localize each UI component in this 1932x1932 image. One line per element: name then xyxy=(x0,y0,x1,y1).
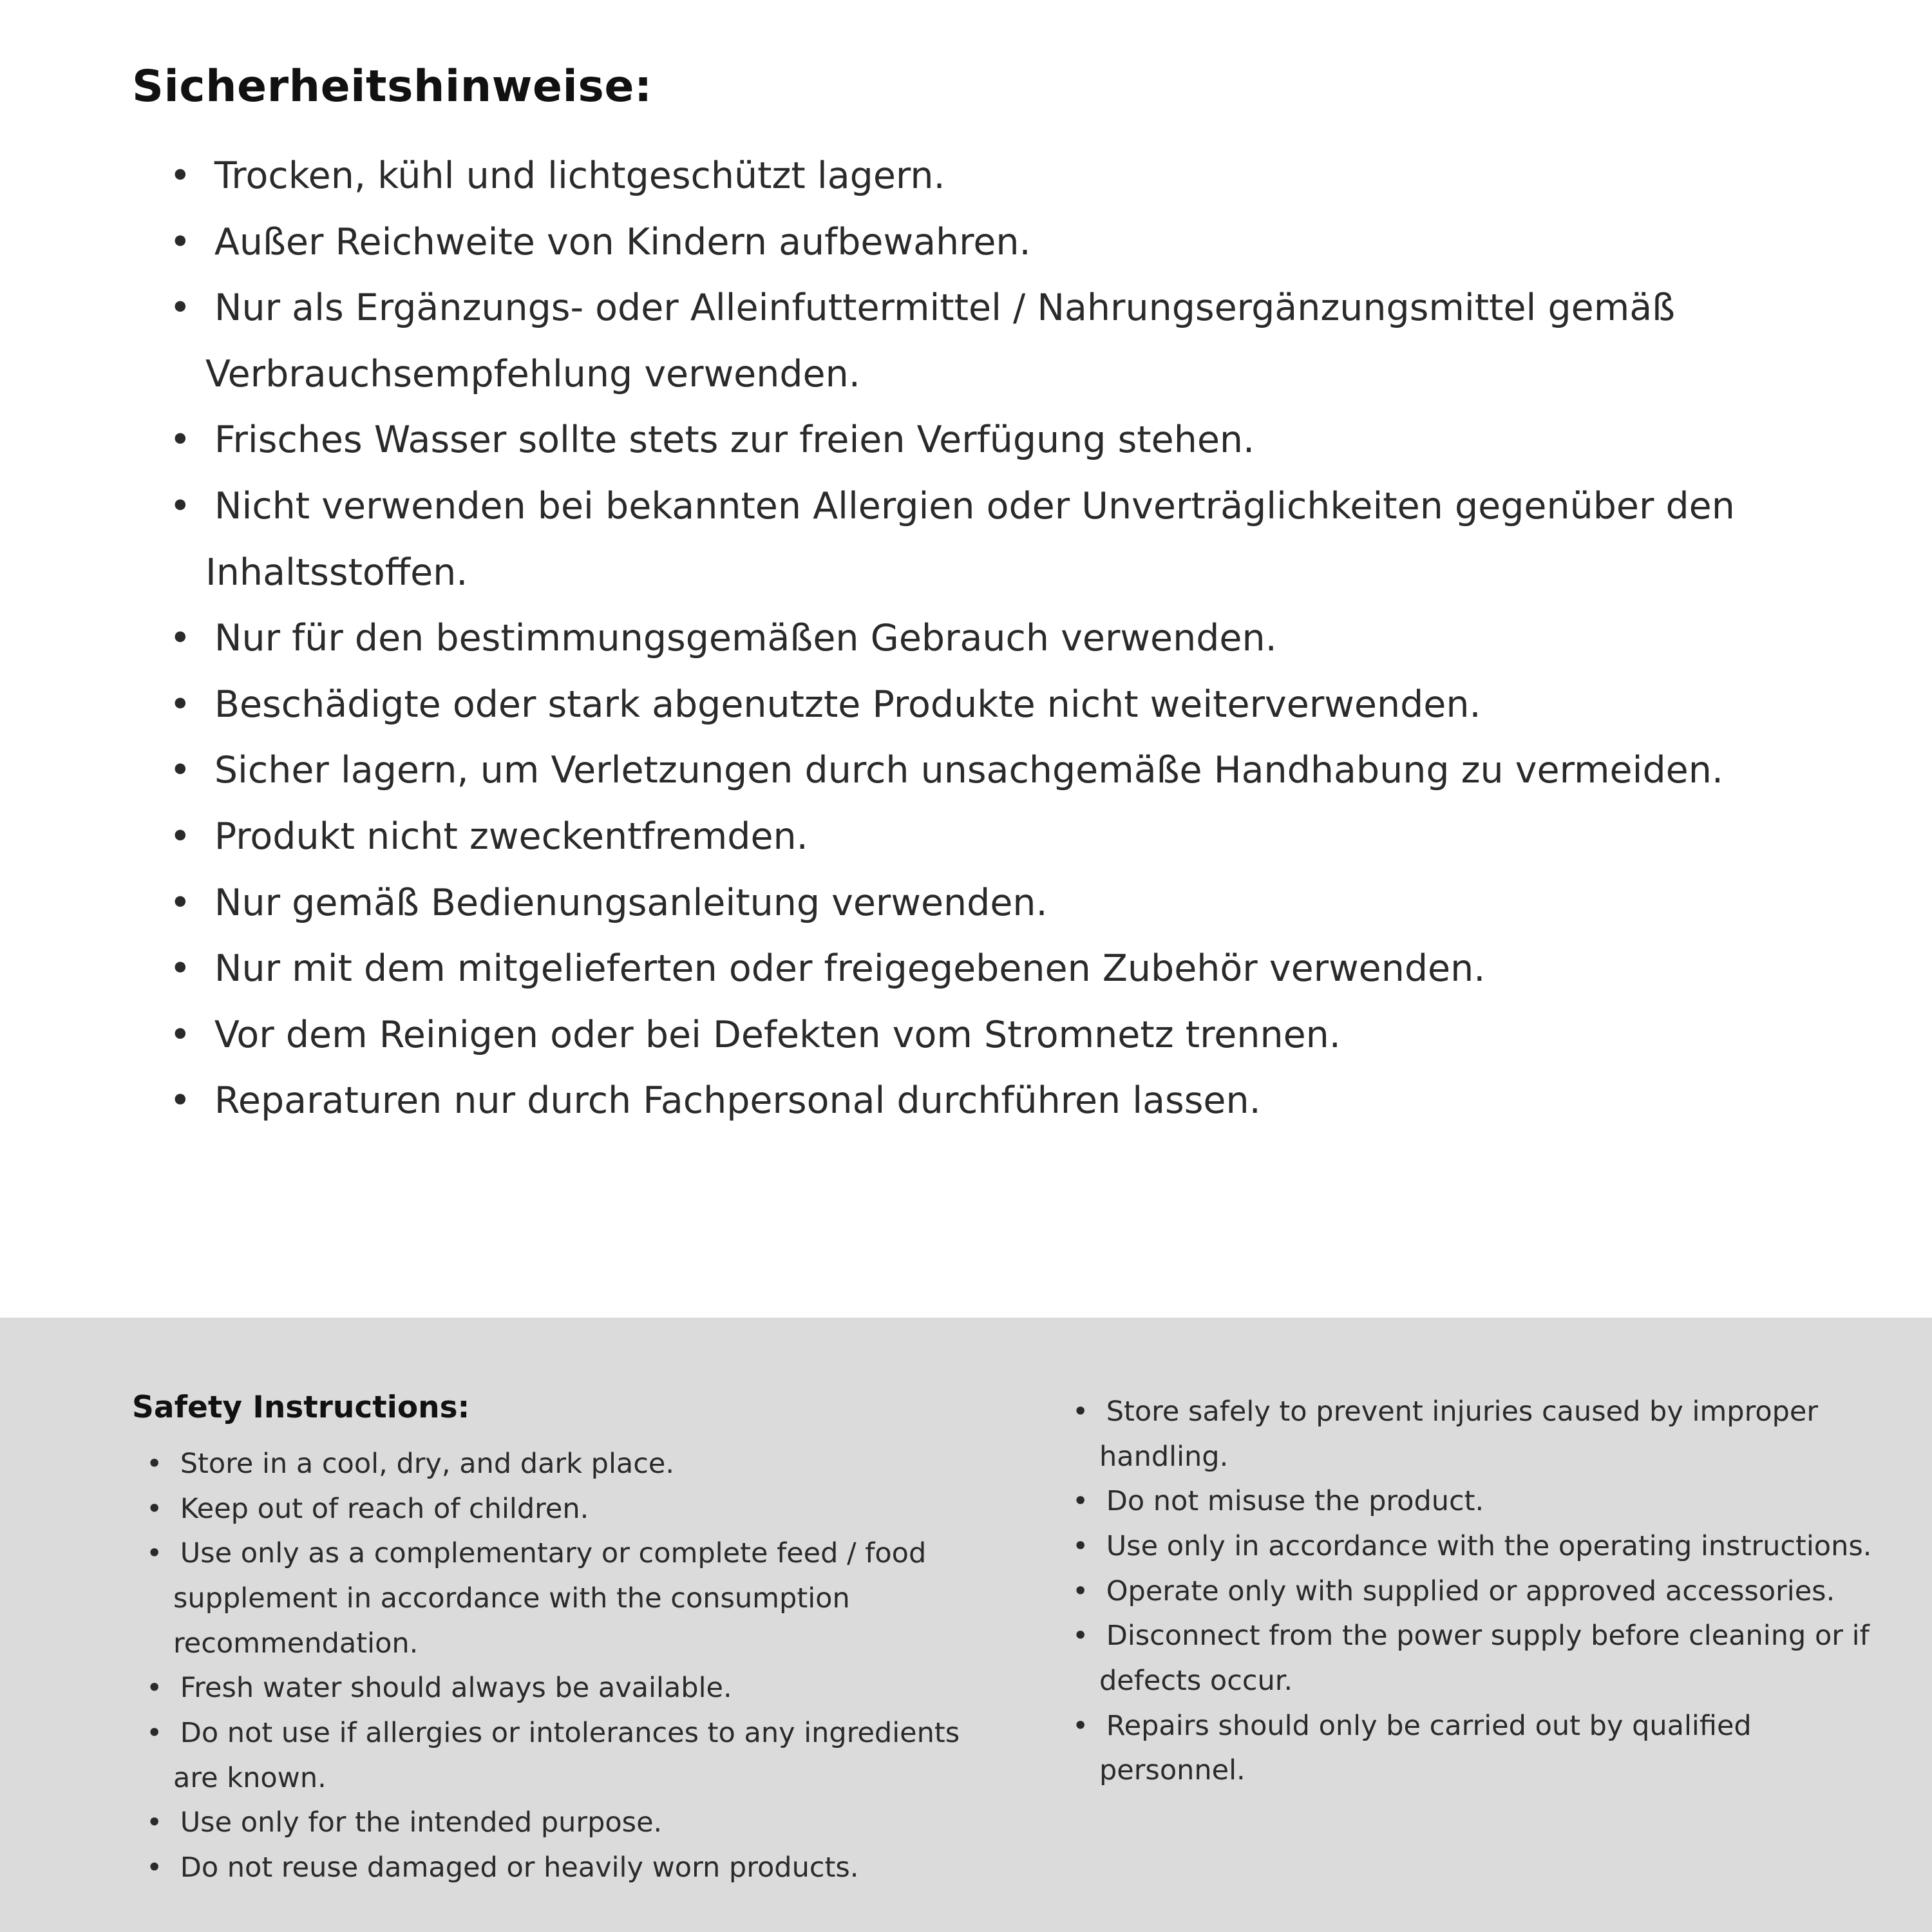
german-safety-item: • Nur als Ergänzungs- oder Alleinfuttermittel / Nahrungsergänzungsmittel gemäß Verbrauchsempfehlung verwenden. xyxy=(169,275,1810,407)
english-safety-item: • Repairs should only be carried out by qualified personnel. xyxy=(1072,1704,1897,1794)
english-safety-item: • Operate only with supplied or approved accessories. xyxy=(1072,1569,1897,1615)
german-safety-item: • Nur für den bestimmungsgemäßen Gebrauch verwenden. xyxy=(169,605,1810,672)
german-safety-item: • Frisches Wasser sollte stets zur freien Verfügung stehen. xyxy=(169,407,1810,473)
english-safety-item: • Disconnect from the power supply before cleaning or if defects occur. xyxy=(1072,1614,1897,1703)
english-safety-item: • Keep out of reach of children. xyxy=(146,1487,989,1532)
german-safety-item: • Vor dem Reinigen oder bei Defekten vom Stromnetz trennen. xyxy=(169,1002,1810,1068)
german-safety-item: • Trocken, kühl und lichtgeschützt lagern. xyxy=(169,143,1810,209)
english-safety-item: • Use only for the intended purpose. xyxy=(146,1801,989,1846)
german-safety-item: • Nur gemäß Bedienungsanleitung verwenden. xyxy=(169,870,1810,936)
german-title: Sicherheitshinweise: xyxy=(132,61,652,112)
english-safety-item: • Do not use if allergies or intolerances to any ingredients are known. xyxy=(146,1711,989,1801)
german-safety-item: • Außer Reichweite von Kindern aufbewahren. xyxy=(169,209,1810,276)
german-safety-item: • Produkt nicht zweckentfremden. xyxy=(169,804,1810,870)
german-safety-item: • Beschädigte oder stark abgenutzte Produkte nicht weiterverwenden. xyxy=(169,672,1810,738)
german-safety-list xyxy=(132,143,1810,1134)
english-safety-item: • Do not reuse damaged or heavily worn products. xyxy=(146,1846,989,1891)
german-safety-item: • Nicht verwenden bei bekannten Allergien oder Unverträglichkeiten gegenüber den Inhaltsstoffen. xyxy=(169,473,1810,605)
german-safety-item: • Nur mit dem mitgelieferten oder freigegebenen Zubehör verwenden. xyxy=(169,936,1810,1002)
german-safety-item: • Sicher lagern, um Verletzungen durch unsachgemäße Handhabung zu vermeiden. xyxy=(169,737,1810,804)
english-safety-item: • Do not misuse the product. xyxy=(1072,1479,1897,1524)
german-safety-item: • Reparaturen nur durch Fachpersonal durchführen lassen. xyxy=(169,1068,1810,1134)
english-safety-item: • Store safely to prevent injuries caused by improper handling. xyxy=(1072,1390,1897,1479)
english-safety-list-left xyxy=(132,1442,989,1891)
english-left-column xyxy=(132,1390,989,1932)
english-safety-list-right xyxy=(1072,1390,1897,1794)
english-section xyxy=(0,1318,1932,1932)
english-safety-item: • Use only in accordance with the operating instructions. xyxy=(1072,1524,1897,1569)
english-safety-item: • Use only as a complementary or complete feed / food supplement in accordance with the consumption recommendation. xyxy=(146,1531,989,1666)
english-safety-item: • Store in a cool, dry, and dark place. xyxy=(146,1442,989,1487)
english-right-column xyxy=(1072,1390,1897,1932)
english-safety-item: • Fresh water should always be available. xyxy=(146,1666,989,1711)
english-title: Safety Instructions: xyxy=(132,1390,470,1425)
